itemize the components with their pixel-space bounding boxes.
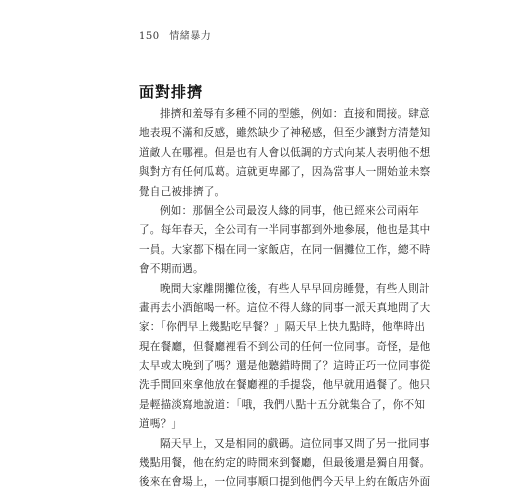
page-number: 150 (139, 31, 160, 42)
text-line: 覺自己被排擠了。 (139, 185, 226, 198)
text-line: 隔天早上，又是相同的戲碼。這位同事又問了另一批同事 (160, 437, 430, 450)
text-line: 現在餐廳，但餐廳裡看不到公司的任何一位同事。奇怪，是他 (139, 340, 431, 353)
text-line: 洗手間回來拿他放在餐廳裡的手提袋，他早就用過餐了。他只 (139, 379, 431, 392)
text-line: 幾點用餐，他在約定的時間來到餐廳，但最後還是獨自用餐。 (139, 457, 431, 470)
text-line: 家：「你們早上幾點吃早餐？」隔天早上快九點時，他準時出 (139, 321, 426, 334)
text-line: 會不期而遇。 (139, 263, 204, 276)
text-line: 道敵人在哪裡。但是也有人會以低調的方式向某人表明他不想 (139, 146, 431, 159)
text-line: 一員。大家都下榻在同一家飯店，在同一個攤位工作，總不時 (139, 243, 431, 256)
text-line: 後來在會場上，一位同事順口提到他們今天早上約在飯店外面 (139, 476, 431, 489)
text-line: 道嗎？」 (139, 418, 183, 431)
text-line: 與對方有任何瓜葛。這就更卑鄙了，因為當事人一開始並未察 (139, 166, 431, 179)
body-text (139, 105, 431, 493)
text-line: 例如：那個全公司最沒人緣的同事，他已經來公司兩年 (160, 204, 420, 217)
book-title: 情緒暴力 (169, 31, 212, 42)
running-head (139, 27, 211, 42)
text-line: 排擠和羞辱有多種不同的型態，例如：直接和間接。肆意 (160, 108, 430, 120)
text-line: 太早或太晚到了嗎？還是他聽錯時間了？這時正巧一位同事從 (139, 360, 431, 373)
text-line: 畫再去小酒館喝一杯。這位不得人緣的同事一派天真地問了大 (139, 301, 431, 314)
section-title: 面對排擠 (139, 83, 204, 101)
text-line: 晚間大家離開攤位後，有些人早早回房睡覺，有些人則計 (160, 282, 430, 295)
text-line: 地表現不滿和反感，雖然缺少了神秘感，但至少讓對方清楚知 (139, 127, 431, 140)
text-line: 是輕描淡寫地說道：「哦，我們八點十五分就集合了，你不知 (139, 398, 426, 411)
text-line: 了。每年春天，全公司有一半同事都到外地參展，他也是其中 (139, 224, 431, 237)
